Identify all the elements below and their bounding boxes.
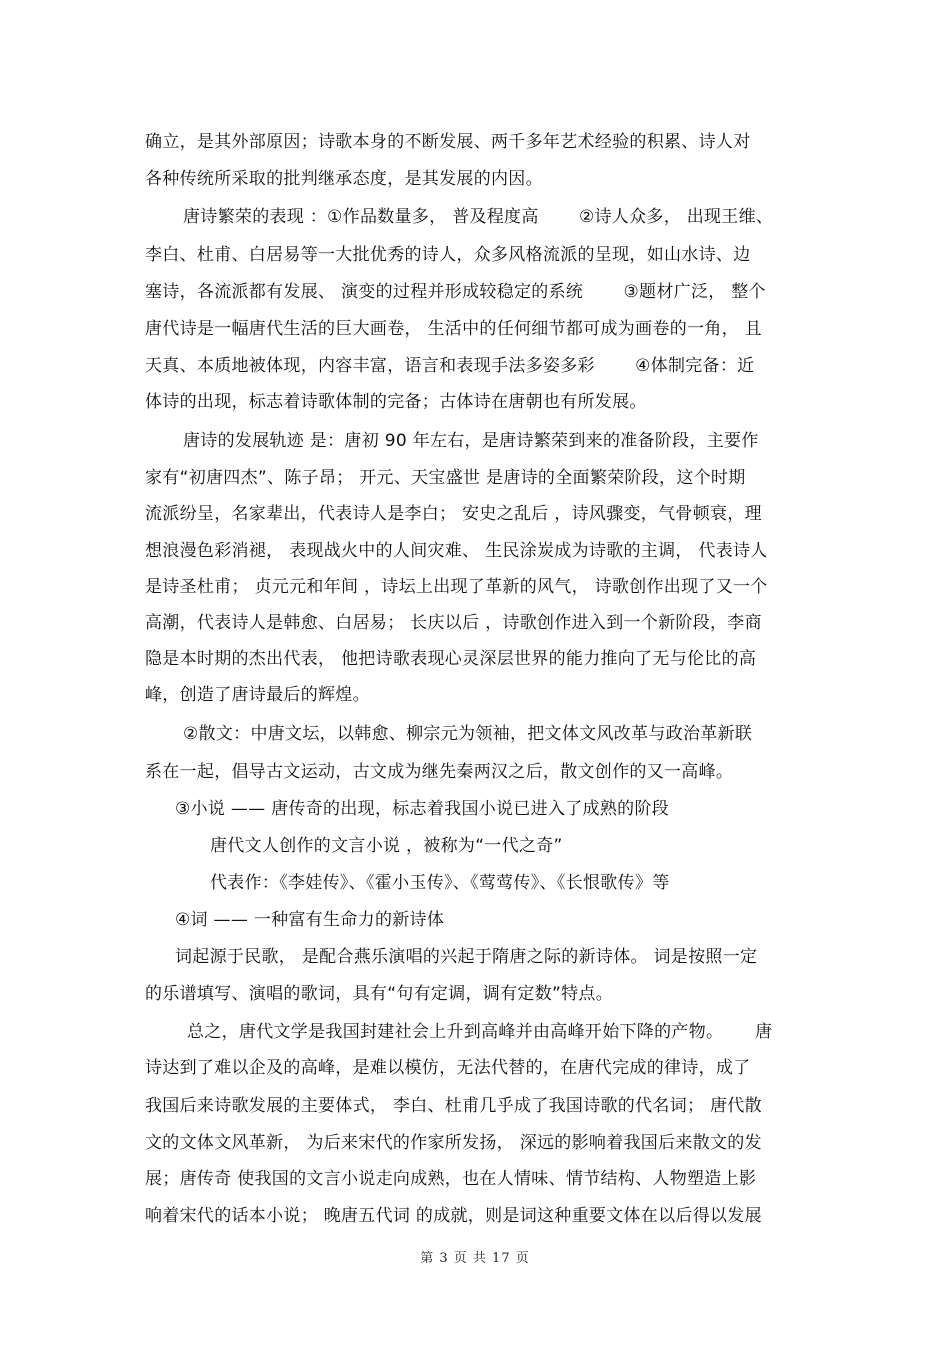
text-line: 各种传统所采取的批判继承态度，是其发展的内因。 [145,169,543,189]
text-line: 峰，创造了唐诗最后的辉煌。 [145,685,370,705]
text-line: 天真、本质地被体现，内容丰富，语言和表现手法多姿多彩 ④体制完备：近 [145,356,755,376]
text-line: 体诗的出现，标志着诗歌体制的完备；古体诗在唐朝也有所发展。 [145,392,647,412]
page-number-footer: 第 3 页 共 17 页 [420,1251,530,1266]
text-line: 流派纷呈，名家辈出，代表诗人是李白； 安史之乱后 ，诗风骤变，气骨顿衰，理 [145,504,762,524]
text-line: ②散文：中唐文坛，以韩愈、柳宗元为领袖，把文体文风改革与政治革新联 [183,724,753,744]
text-line: 唐诗繁荣的表现 ：①作品数量多， 普及程度高 ②诗人众多， 出现王维、 [183,207,774,227]
text-line: 想浪漫色彩消褪， 表现战火中的人间灾难、 生民涂炭成为诗歌的主调， 代表诗人 [145,541,768,561]
text-line: 高潮，代表诗人是韩愈、白居易； 长庆以后 ，诗歌创作进入到一个新阶段，李商 [145,613,762,633]
text-line: 李白、杜甫、白居易等一大批优秀的诗人，众多风格流派的呈现，如山水诗、边 [145,245,751,265]
text-line: 系在一起，倡导古文运动，古文成为继先秦两汉之后，散文创作的又一高峰。 [145,762,734,782]
text-line: 家有“初唐四杰”、陈子昂； 开元、天宝盛世 是唐诗的全面繁荣阶段，这个时期 [145,468,746,488]
text-line: 代表作：《李娃传》、《霍小玉传》、《莺莺传》、《长恨歌传》等 [210,873,670,893]
text-line: 响着宋代的话本小说； 晚唐五代词 的成就，则是词这种重要文体在以后得以发展 [145,1206,762,1226]
text-line: 展；唐传奇 使我国的文言小说走向成熟，也在人情味、情节结构、人物塑造上影 [145,1169,757,1189]
text-line: 唐诗的发展轨迹 是：唐初 90 年左右，是唐诗繁荣到来的准备阶段，主要作 [183,431,759,451]
text-line: 文的文体文风革新， 为后来宋代的作家所发扬， 深远的影响着我国后来散文的发 [145,1133,762,1153]
text-line: 隐是本时期的杰出代表， 他把诗歌表现心灵深层世界的能力推向了无与伦比的高 [145,649,757,669]
text-line: 我国后来诗歌发展的主要体式， 李白、杜甫几乎成了我国诗歌的代名词； 唐代散 [145,1096,762,1116]
text-line: 诗达到了难以企及的高峰，是难以模仿，无法代替的，在唐代完成的律诗，成了 [145,1058,751,1078]
text-line: 总之，唐代文学是我国封建社会上升到高峰并由高峰开始下降的产物。 唐 [187,1022,773,1042]
text-line: 唐代诗是一幅唐代生活的巨大画卷， 生活中的任何细节都可成为画卷的一角， 且 [145,319,762,339]
text-line: 是诗圣杜甫； 贞元元和年间 ，诗坛上出现了革新的风气， 诗歌创作出现了又一个 [145,577,768,597]
text-line: ④词 —— 一种富有生命力的新诗体 [175,910,445,930]
text-line: 的乐谱填写、演唱的歌词，具有“句有定调，调有定数”特点。 [145,984,614,1004]
text-line: 词起源于民歌， 是配合燕乐演唱的兴起于隋唐之际的新诗体。 词是按照一定 [175,947,758,967]
text-line: 塞诗，各流派都有发展、 演变的过程并形成较稳定的系统 ③题材广泛， 整个 [145,282,766,302]
text-line: 唐代文人创作的文言小说 ，被称为“一代之奇” [210,836,563,856]
text-line: 确立，是其外部原因；诗歌本身的不断发展、两千多年艺术经验的积累、诗人对 [145,132,751,152]
text-line: ③小说 —— 唐传奇的出现，标志着我国小说已进入了成熟的阶段 [175,799,670,819]
